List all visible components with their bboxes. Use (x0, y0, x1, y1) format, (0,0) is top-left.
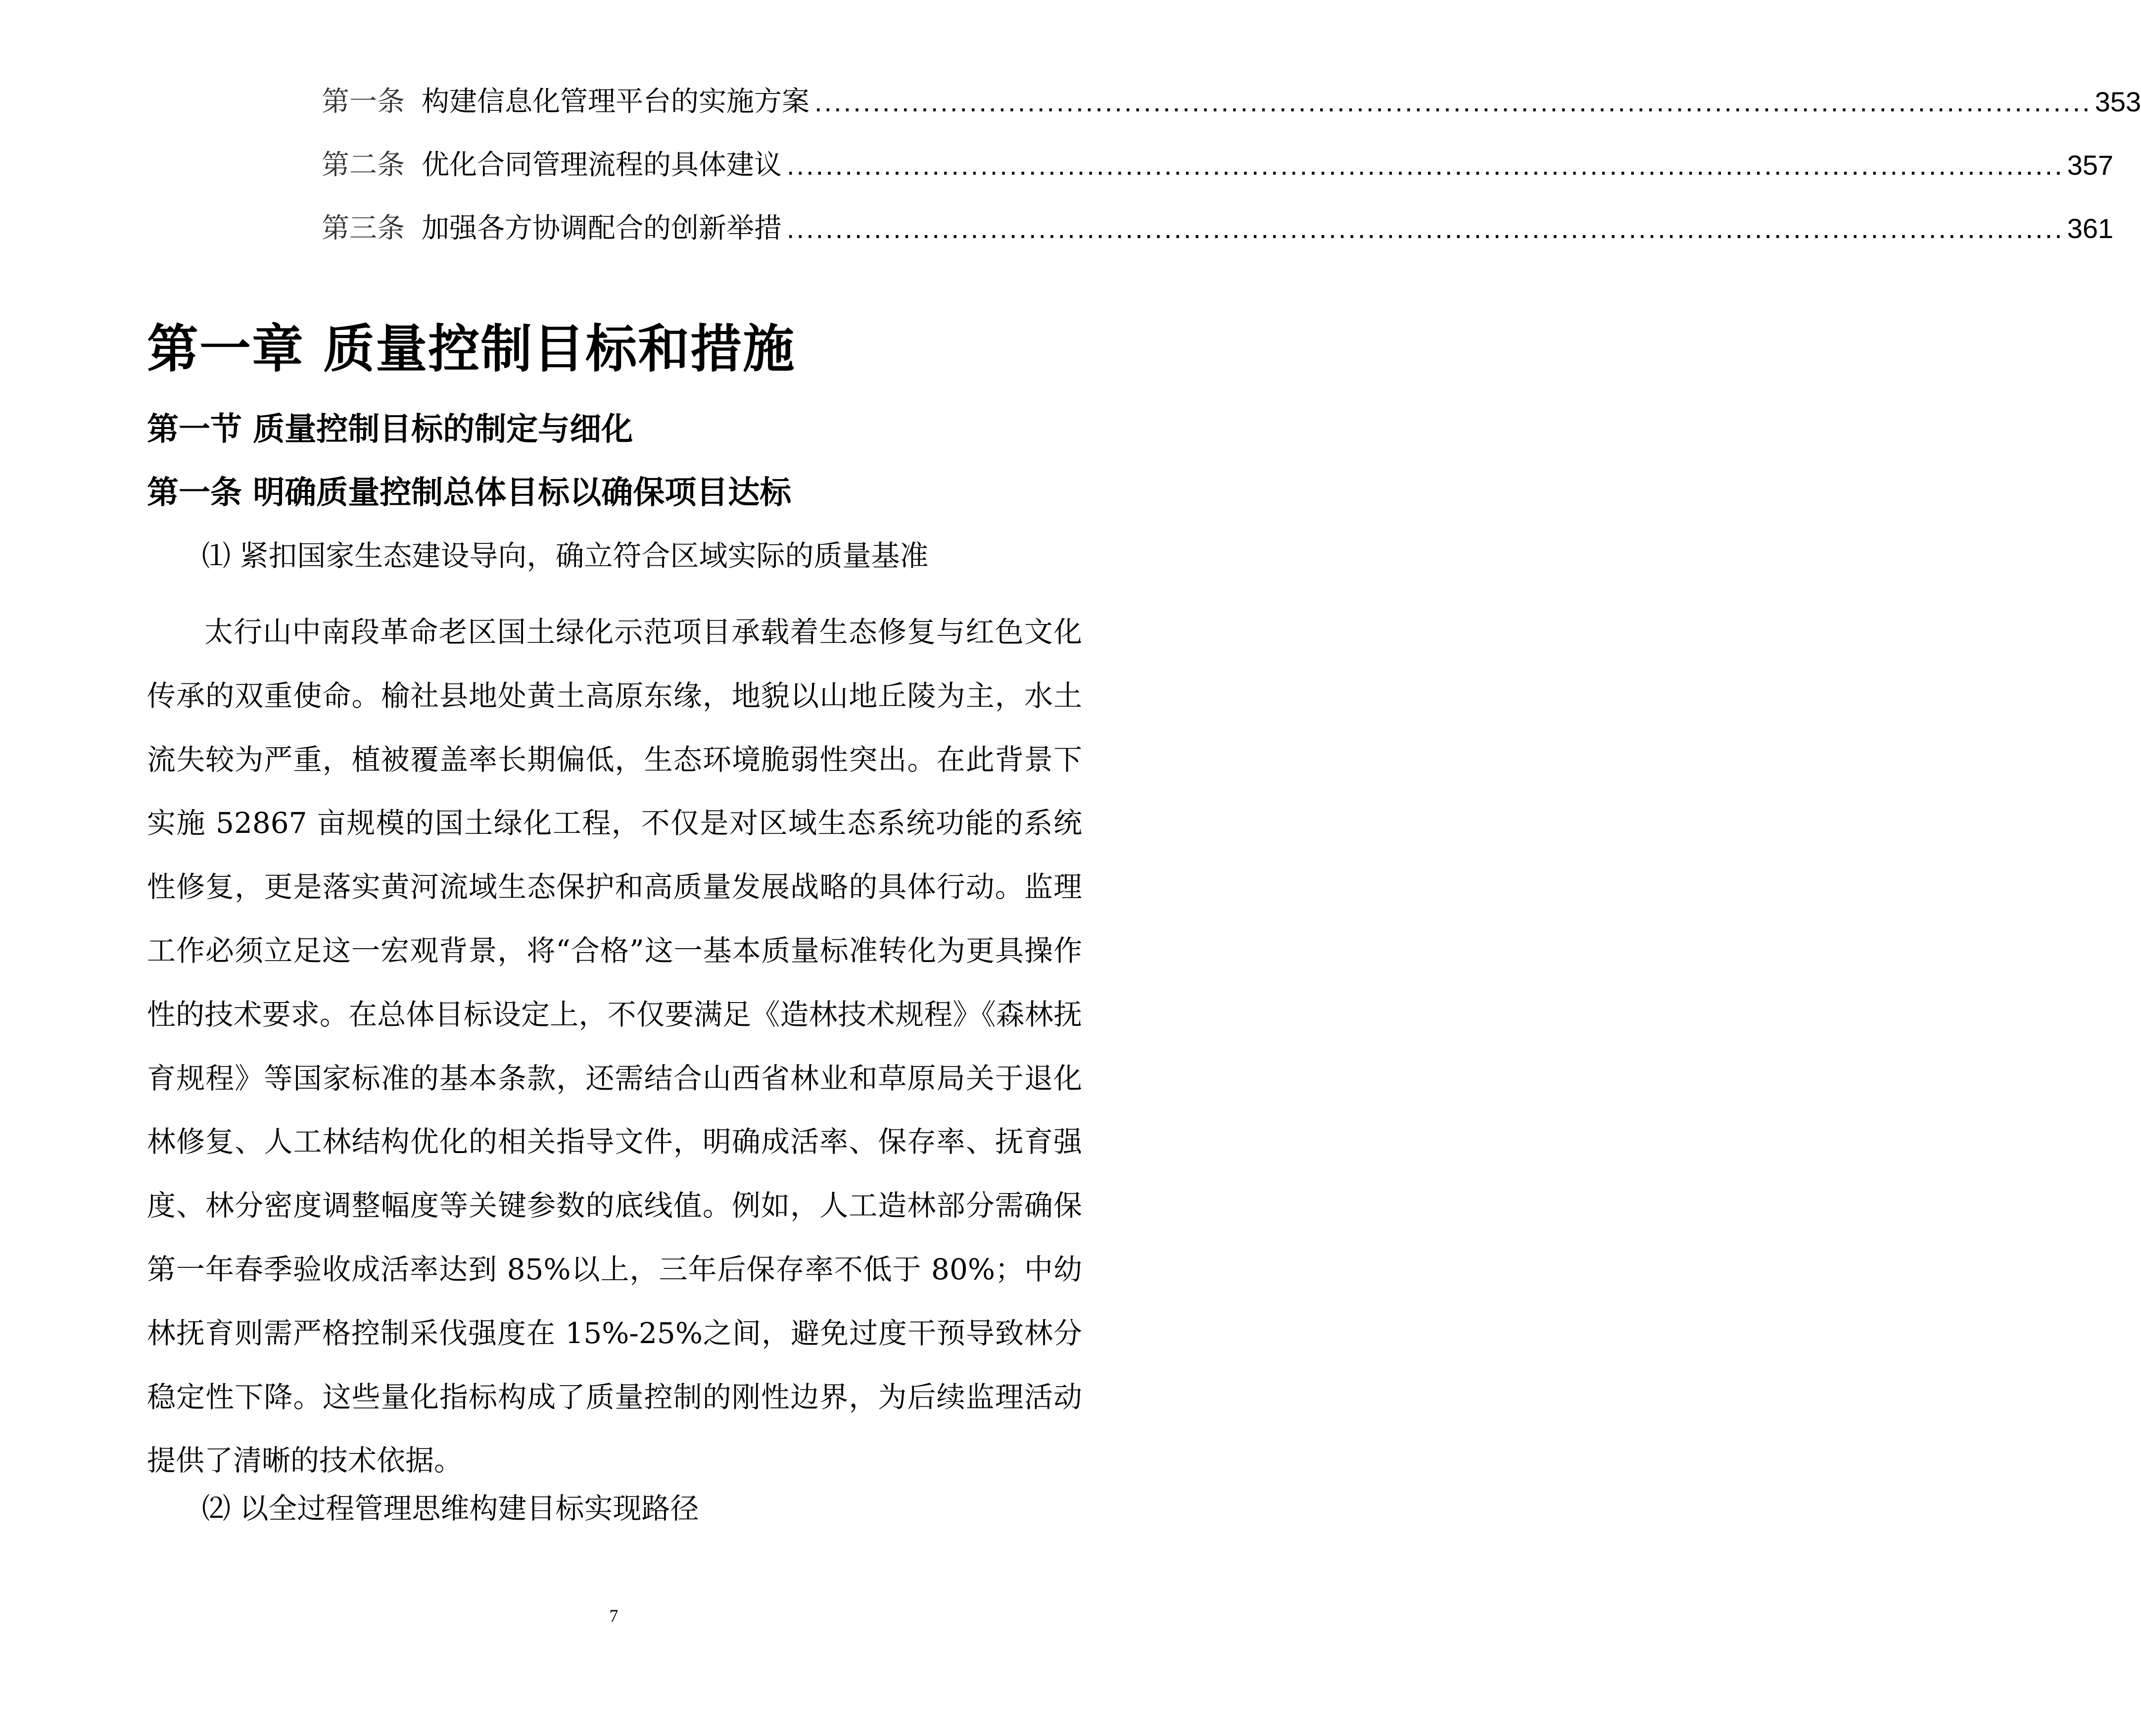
subheading-1: ⑴ 紧扣国家生态建设导向，确立符合区域实际的质量基准 (202, 539, 929, 573)
toc-entry-title: 加强各方协调配合的创新举措 (422, 212, 782, 244)
toc-entry[interactable] (322, 58, 2141, 122)
table-of-contents (322, 58, 2141, 248)
toc-leader-dots: .................................................................................................................................... (814, 86, 2092, 117)
toc-entry-page: 361 (2067, 213, 2114, 244)
page-number: 7 (609, 1606, 619, 1626)
toc-entry-title: 构建信息化管理平台的实施方案 (422, 86, 809, 118)
toc-entry-number: 第一条 (322, 86, 405, 118)
section-title: 第一节 质量控制目标的制定与细化 (147, 411, 633, 448)
toc-entry[interactable] (322, 122, 2114, 185)
toc-entry-title: 优化合同管理流程的具体建议 (422, 149, 782, 181)
toc-entry-page: 357 (2067, 149, 2114, 181)
article-title: 第一条 明确质量控制总体目标以确保项目达标 (147, 475, 792, 511)
toc-entry-number: 第三条 (322, 212, 405, 244)
toc-leader-dots: .................................................................................................................................... (787, 213, 2064, 244)
toc-leader-dots: .................................................................................................................................... (787, 149, 2064, 181)
toc-entry-page: 353 (2094, 86, 2141, 117)
chapter-title: 第一章 质量控制目标和措施 (147, 319, 796, 379)
toc-entry[interactable] (322, 185, 2114, 248)
subheading-2: ⑵ 以全过程管理思维构建目标实现路径 (202, 1492, 699, 1525)
body-paragraph: 太行山中南段革命老区国土绿化示范项目承载着生态修复与红色文化传承的双重使命。榆社县地处黄土高原东缘，地貌以山地丘陵为主，水土流失较为严重，植被覆盖率长期偏低，生态环境脆弱性突出。在此背景下实施 52867 亩规模的国土绿化工程，不仅是对区域生态系统功能的系统性修复，更是落实黄河流域生态保护和高质量发展战略的具体行动。监理工作必须立足这一宏观背景，将“合格”这一基本质量标准转化为更具操作性的技术要求。在总体目标设定上，不仅要满足《造林技术规程》《森林抚育规程》等国家标准的基本条款，还需结合山西省林业和草原局关于退化林修复、人工林结构优化的相关指导文件，明确成活率、保存率、抚育强度、林分密度调整幅度等关键参数的底线值。例如，人工造林部分需确保第一年春季验收成活率达到 85%以上，三年后保存率不低于 80%；中幼林抚育则需严格控制采伐强度在 15%-25%之间，避免过度干预导致林分稳定性下降。这些量化指标构成了质量控制的刚性边界，为后续监理活动提供了清晰的技术依据。 (147, 615, 1082, 1478)
toc-entry-number: 第二条 (322, 149, 405, 181)
